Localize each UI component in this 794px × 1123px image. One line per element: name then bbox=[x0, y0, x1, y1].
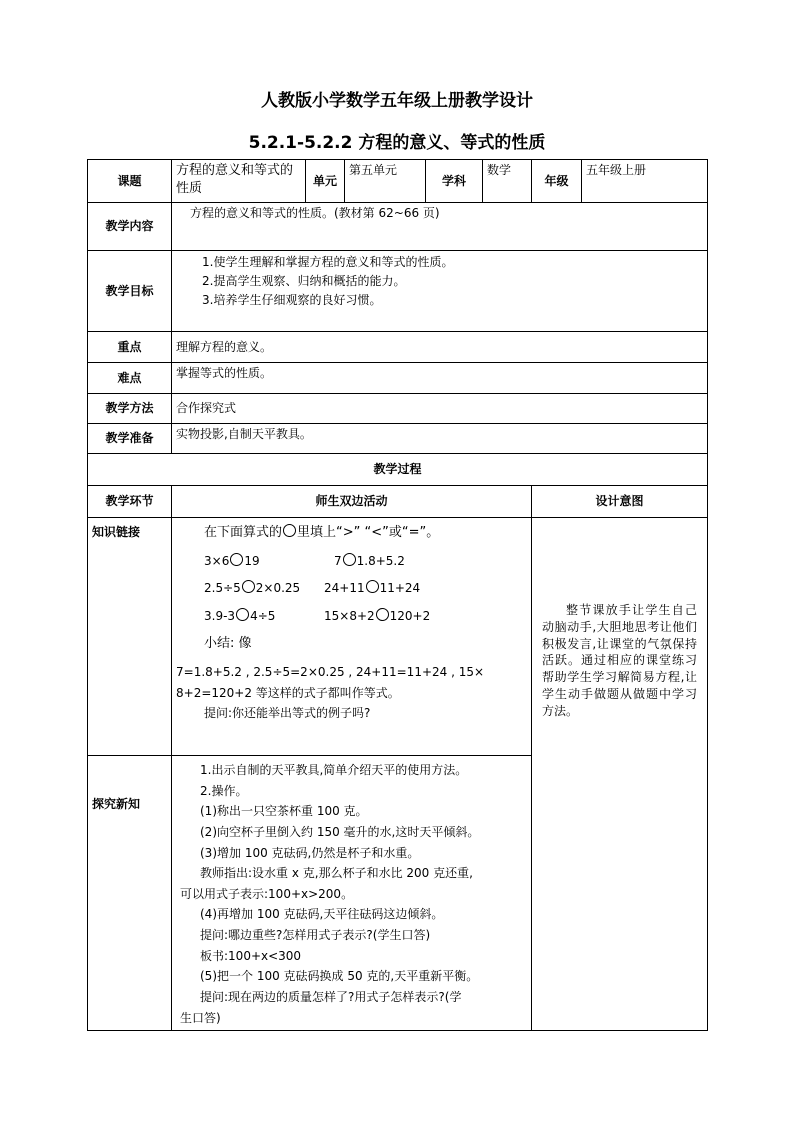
explore-line: 板书:100+x<300 bbox=[200, 948, 302, 963]
goal-item: 1.使学生理解和掌握方程的意义和等式的性质。 bbox=[202, 255, 454, 269]
subject-label: 学科 bbox=[426, 160, 483, 203]
circle-blank-icon bbox=[366, 580, 379, 593]
expr-right: 11+24 bbox=[379, 581, 421, 596]
explore-line: 提问:哪边重些?怎样用式子表示?(学生口答) bbox=[200, 928, 431, 942]
expr bbox=[204, 580, 324, 597]
explore-label: 探究新知 bbox=[88, 756, 172, 1031]
explore-line: (4)再增加 100 克砝码,天平往砝码这边倾斜。 bbox=[200, 907, 444, 922]
circle-blank-icon bbox=[376, 608, 389, 621]
circle-blank-icon bbox=[236, 608, 249, 621]
explore-line: 1.出示自制的天平教具,简单介绍天平的使用方法。 bbox=[200, 763, 468, 777]
content-text: 方程的意义和等式的性质。(教材第 62~66 页) bbox=[190, 206, 440, 220]
circle-blank-icon bbox=[242, 580, 255, 593]
content-value bbox=[172, 203, 708, 251]
key-label: 重点 bbox=[88, 332, 172, 363]
expr-left: 15×8+2 bbox=[324, 608, 375, 623]
expr-right: 4÷5 bbox=[250, 608, 276, 623]
design-intent bbox=[532, 518, 708, 1031]
explore-line: (1)称出一只空茶杯重 100 克。 bbox=[200, 804, 368, 819]
explore-line: (3)增加 100 克砝码,仍然是杯子和水重。 bbox=[200, 845, 420, 860]
grade-value: 五年级上册 bbox=[582, 160, 708, 203]
link-line2: 8+2=120+2 等这样的式子都叫作等式。 bbox=[176, 686, 400, 701]
link-intro2: 里填上“>” “<”或“=”。 bbox=[297, 525, 440, 540]
key-value: 理解方程的意义。 bbox=[172, 332, 708, 363]
expr bbox=[204, 553, 334, 570]
topic-label: 课题 bbox=[88, 160, 172, 203]
expr bbox=[334, 554, 405, 568]
lesson-subtitle: 5.2.1-5.2.2 方程的意义、等式的性质 bbox=[248, 133, 546, 153]
link-activity bbox=[172, 518, 532, 756]
difficulty-label: 难点 bbox=[88, 363, 172, 394]
process-heading: 教学过程 bbox=[88, 454, 708, 486]
explore-activity bbox=[172, 756, 532, 1031]
expr-left: 2.5÷5 bbox=[204, 581, 241, 596]
link-question: 提问:你还能举出等式的例子吗? bbox=[204, 705, 371, 720]
expr-left: 24+11 bbox=[324, 581, 365, 596]
topic-value: 方程的意义和等式的性质 bbox=[172, 160, 306, 203]
circle-blank-icon bbox=[343, 553, 356, 566]
explore-line: 可以用式子表示:100+x>200。 bbox=[180, 886, 354, 901]
process-col-activity: 师生双边活动 bbox=[172, 486, 532, 518]
expr-right: 2×0.25 bbox=[255, 581, 301, 596]
expr-left: 3.9-3 bbox=[204, 608, 236, 623]
goals-value bbox=[172, 251, 708, 332]
link-line1: 7=1.8+5.2 , 2.5÷5=2×0.25 , 24+11=11+24 , 15× bbox=[176, 664, 485, 679]
lesson-plan-table bbox=[87, 159, 708, 1031]
expr-right: 19 bbox=[244, 553, 260, 568]
difficulty-value: 掌握等式的性质。 bbox=[172, 363, 708, 394]
link-label: 知识链接 bbox=[88, 518, 172, 756]
goal-item: 2.提高学生观察、归纳和概括的能力。 bbox=[202, 274, 406, 289]
explore-line: 生口答) bbox=[180, 1010, 221, 1025]
explore-line: (2)向空杯子里倒入约 150 毫升的水,这时天平倾斜。 bbox=[200, 824, 480, 839]
prep-label: 教学准备 bbox=[88, 424, 172, 454]
goal-item: 3.培养学生仔细观察的良好习惯。 bbox=[202, 293, 382, 308]
explore-line: 教师指出:设水重 x 克,那么杯子和水比 200 克还重, bbox=[200, 866, 473, 881]
unit-value: 第五单元 bbox=[345, 160, 426, 203]
expr bbox=[204, 608, 324, 625]
link-summary: 小结: 像 bbox=[204, 636, 252, 652]
grade-label: 年级 bbox=[532, 160, 582, 203]
explore-line: 2.操作。 bbox=[200, 783, 248, 798]
unit-label: 单元 bbox=[306, 160, 345, 203]
link-intro: 在下面算式的 bbox=[204, 525, 283, 540]
goals-label: 教学目标 bbox=[88, 251, 172, 332]
expr-left: 7 bbox=[334, 553, 342, 568]
subject-value: 数学 bbox=[483, 160, 532, 203]
method-value: 合作探究式 bbox=[172, 394, 708, 424]
design-intent-text: 整节课放手让学生自己动脑动手,大胆地思考让他们积极发言,让课堂的气氛保持活跃。通过相应的课堂练习帮助学生学习解简易方程,让学生动手做题从做题中学习方法。 bbox=[542, 603, 697, 718]
process-col-stage: 教学环节 bbox=[88, 486, 172, 518]
prep-value: 实物投影,自制天平教具。 bbox=[172, 424, 708, 454]
expr bbox=[324, 609, 430, 623]
method-label: 教学方法 bbox=[88, 394, 172, 424]
process-col-intent: 设计意图 bbox=[532, 486, 708, 518]
circle-blank-icon bbox=[230, 553, 243, 566]
content-label: 教学内容 bbox=[88, 203, 172, 251]
expr-left: 3×6 bbox=[204, 553, 230, 568]
expr bbox=[324, 581, 420, 595]
expr-right: 1.8+5.2 bbox=[356, 553, 405, 568]
document-title: 人教版小学数学五年级上册教学设计 bbox=[261, 91, 533, 111]
explore-line: (5)把一个 100 克砝码换成 50 克的,天平重新平衡。 bbox=[200, 969, 479, 984]
circle-blank-icon bbox=[283, 524, 296, 537]
explore-line: 提问:现在两边的质量怎样了?用式子怎样表示?(学 bbox=[200, 989, 462, 1004]
expr-right: 120+2 bbox=[389, 608, 431, 623]
